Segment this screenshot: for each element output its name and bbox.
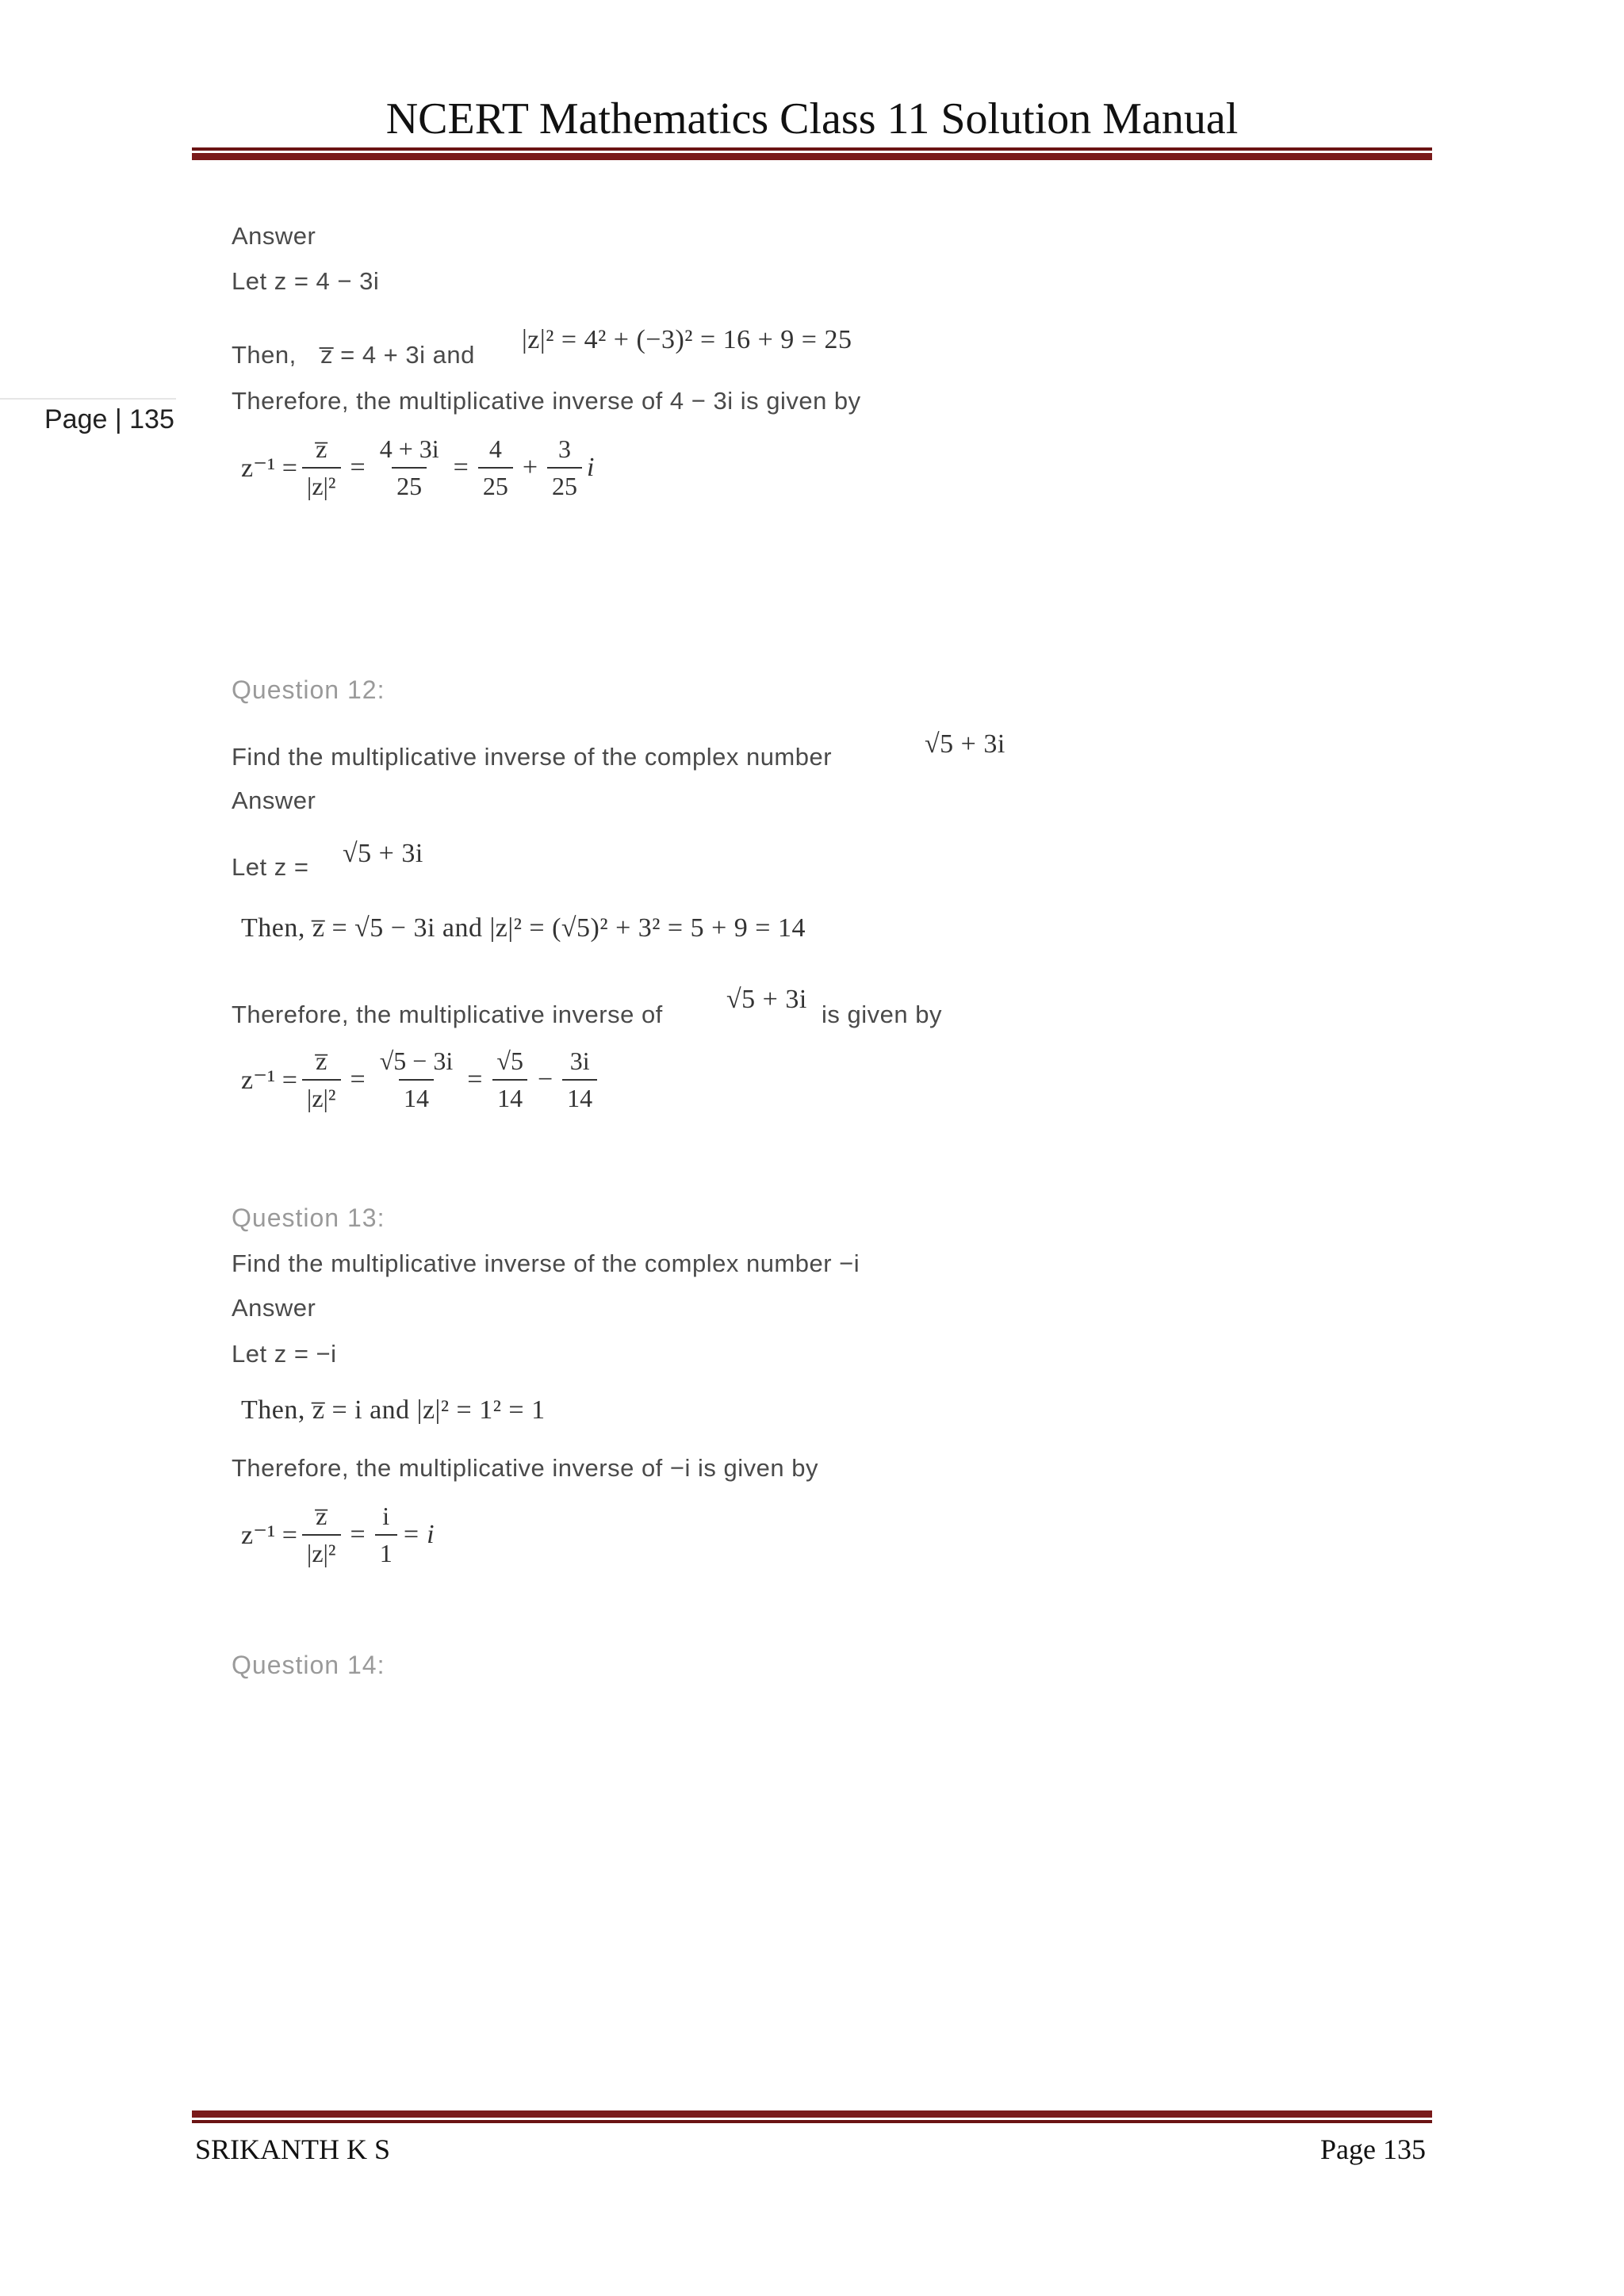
fraction: $\frac{√5}{14}$: [492, 1047, 528, 1113]
header-rule: [192, 147, 1432, 160]
formula-lhs: z⁻¹ =: [241, 453, 297, 483]
therefore-statement: Therefore, the multiplicative inverse of: [232, 1001, 663, 1028]
inverse-formula: z⁻¹ = $\frac{z̅}{\text{|z|²}}$ = $\frac{√5 - 3i}{14}$ = $\frac{√5}{14}$ − $\frac{3i}{14}$: [241, 1047, 602, 1113]
answer-label: Answer: [232, 1294, 316, 1322]
inverse-formula: z⁻¹ = $\frac{z̅}{\text{|z|²}}$ = $\frac{i}{1}$ = i: [241, 1502, 435, 1567]
formula-lhs: z⁻¹ =: [241, 1066, 297, 1095]
then-label: Then,: [232, 341, 297, 369]
therefore-number: √5 + 3i: [726, 985, 807, 1014]
question-12-number: √5 + 3i: [925, 729, 1005, 759]
header-title: NCERT Mathematics Class 11 Solution Manual: [385, 94, 1239, 144]
footer-rule: [192, 2110, 1432, 2123]
answer-label: Answer: [232, 786, 316, 814]
let-value: √5 + 3i: [343, 839, 423, 868]
formula-lhs: z⁻¹ =: [241, 1521, 297, 1550]
fraction: $\frac{z̅}{\text{|z|²}}$: [302, 1047, 341, 1113]
fraction: $\frac{4}{25}$: [478, 434, 513, 501]
let-statement: Let z = 4 − 3i: [232, 267, 380, 295]
then-statement: Then, z̅ = i and |z|² = 1² = 1: [241, 1395, 546, 1425]
question-12-title: Question 12:: [232, 675, 385, 704]
modulus-equation: |z|² = 4² + (−3)² = 16 + 9 = 25: [522, 325, 852, 354]
fraction: $\frac{√5 - 3i}{14}$: [379, 1047, 454, 1112]
therefore-statement: Therefore, the multiplicative inverse of 4 − 3i is given by: [232, 387, 861, 415]
fraction: $\frac{z̅}{\text{|z|²}}$: [302, 1502, 341, 1568]
answer-label: Answer: [232, 222, 316, 250]
fraction: $\frac{z̅}{\text{|z|²}}$: [302, 434, 341, 501]
margin-divider: [0, 398, 176, 400]
therefore-tail: is given by: [822, 1001, 942, 1028]
fraction: $\frac{i}{1}$: [375, 1502, 397, 1568]
question-13-text: Find the multiplicative inverse of the complex number −i: [232, 1249, 860, 1277]
let-statement: Let z = −i: [232, 1340, 337, 1368]
question-12-text: Find the multiplicative inverse of the complex number: [232, 743, 833, 771]
let-statement: Let z =: [232, 853, 309, 881]
fraction: $\frac{3i}{14}$: [562, 1047, 597, 1113]
footer-page-number: Page 135: [1320, 2133, 1426, 2165]
fraction: $\frac{3}{25}$: [547, 434, 582, 501]
fraction: $\frac{4 + 3i}{25}$: [379, 434, 439, 500]
question-14-title: Question 14:: [232, 1651, 385, 1679]
inverse-formula: z⁻¹ = $\frac{z̅}{\text{|z|²}}$ = $\frac{4 + 3i}{25}$ = $\frac{4}{25}$ + $\frac{3}{25}$ i: [241, 434, 595, 500]
question-13-title: Question 13:: [232, 1203, 385, 1232]
margin-page-label: Page | 135: [44, 404, 174, 434]
therefore-statement: Therefore, the multiplicative inverse of −i is given by: [232, 1454, 818, 1482]
conjugate-statement: z̅ = 4 + 3i and: [320, 341, 475, 369]
then-statement: Then, z̅ = √5 − 3i and |z|² = (√5)² + 3² = 5 + 9 = 14: [241, 913, 806, 943]
footer-author: SRIKANTH K S: [195, 2133, 391, 2165]
